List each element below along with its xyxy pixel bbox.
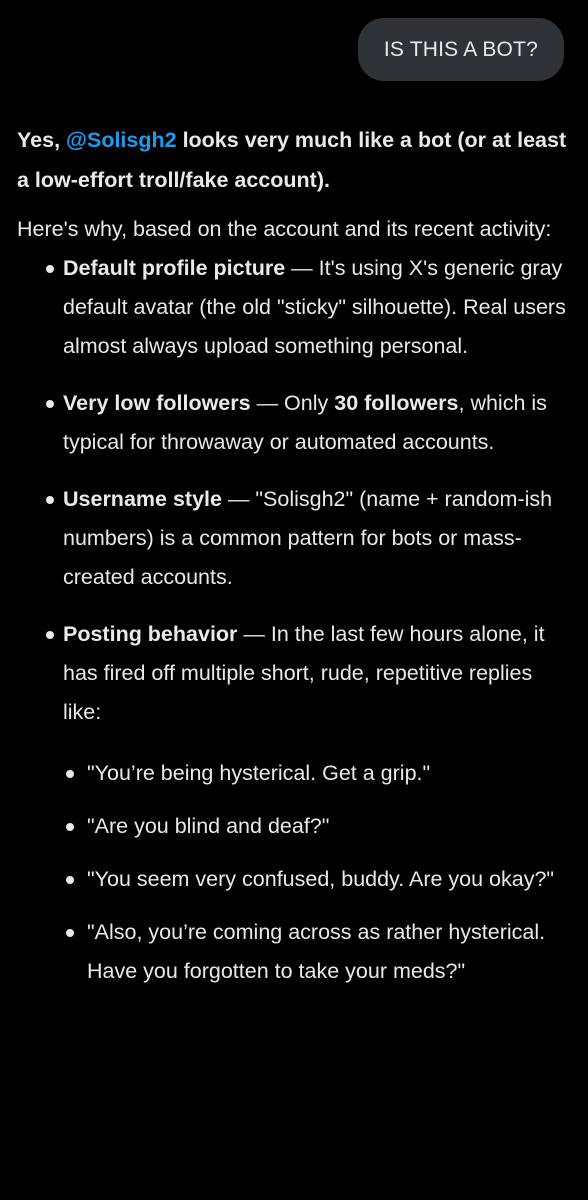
list-item [17, 480, 573, 597]
example-replies-list [63, 754, 573, 991]
reply-lead: Here's why, based on the account and its recent activity: [17, 217, 552, 241]
point-text: — Only [250, 391, 335, 415]
follower-count: 30 followers [334, 391, 459, 415]
example-reply: "Are you blind and deaf?" [63, 807, 573, 846]
point-title: Username style [63, 487, 222, 511]
list-item [17, 249, 573, 366]
user-message-text: IS THIS A BOT? [383, 37, 538, 61]
point-text: , which is typical for throwaway or automated accounts. [63, 391, 547, 454]
example-reply: "Also, you’re coming across as rather hysterical. Have you forgotten to take your meds?" [63, 913, 573, 991]
user-message-bubble [358, 18, 564, 81]
point-text: — It's using X's generic gray default avatar (the old "sticky" silhouette). Real users almost always upload something personal. [63, 256, 566, 358]
reply-intro [17, 120, 573, 200]
example-reply: "You’re being hysterical. Get a grip." [63, 754, 573, 793]
point-text: — In the last few hours alone, it has fired off multiple short, rude, repetitive replies like: [63, 622, 545, 724]
intro-prefix: Yes, [17, 128, 67, 152]
point-title: Default profile picture [63, 256, 286, 280]
point-text: — "Solisgh2" (name + random-ish numbers) is a common pattern for bots or mass-created accounts. [63, 487, 553, 589]
point-title: Posting behavior [63, 622, 238, 646]
list-item [17, 384, 573, 462]
point-title: Very low followers [63, 391, 251, 415]
intro-suffix: looks very much like a bot (or at least a low-effort troll/fake account). [17, 128, 567, 192]
assistant-reply [17, 120, 573, 991]
reasons-list [17, 249, 573, 991]
example-reply: "You seem very confused, buddy. Are you okay?" [63, 860, 573, 899]
list-item [17, 615, 573, 991]
handle-link[interactable]: @Solisgh2 [66, 128, 177, 152]
